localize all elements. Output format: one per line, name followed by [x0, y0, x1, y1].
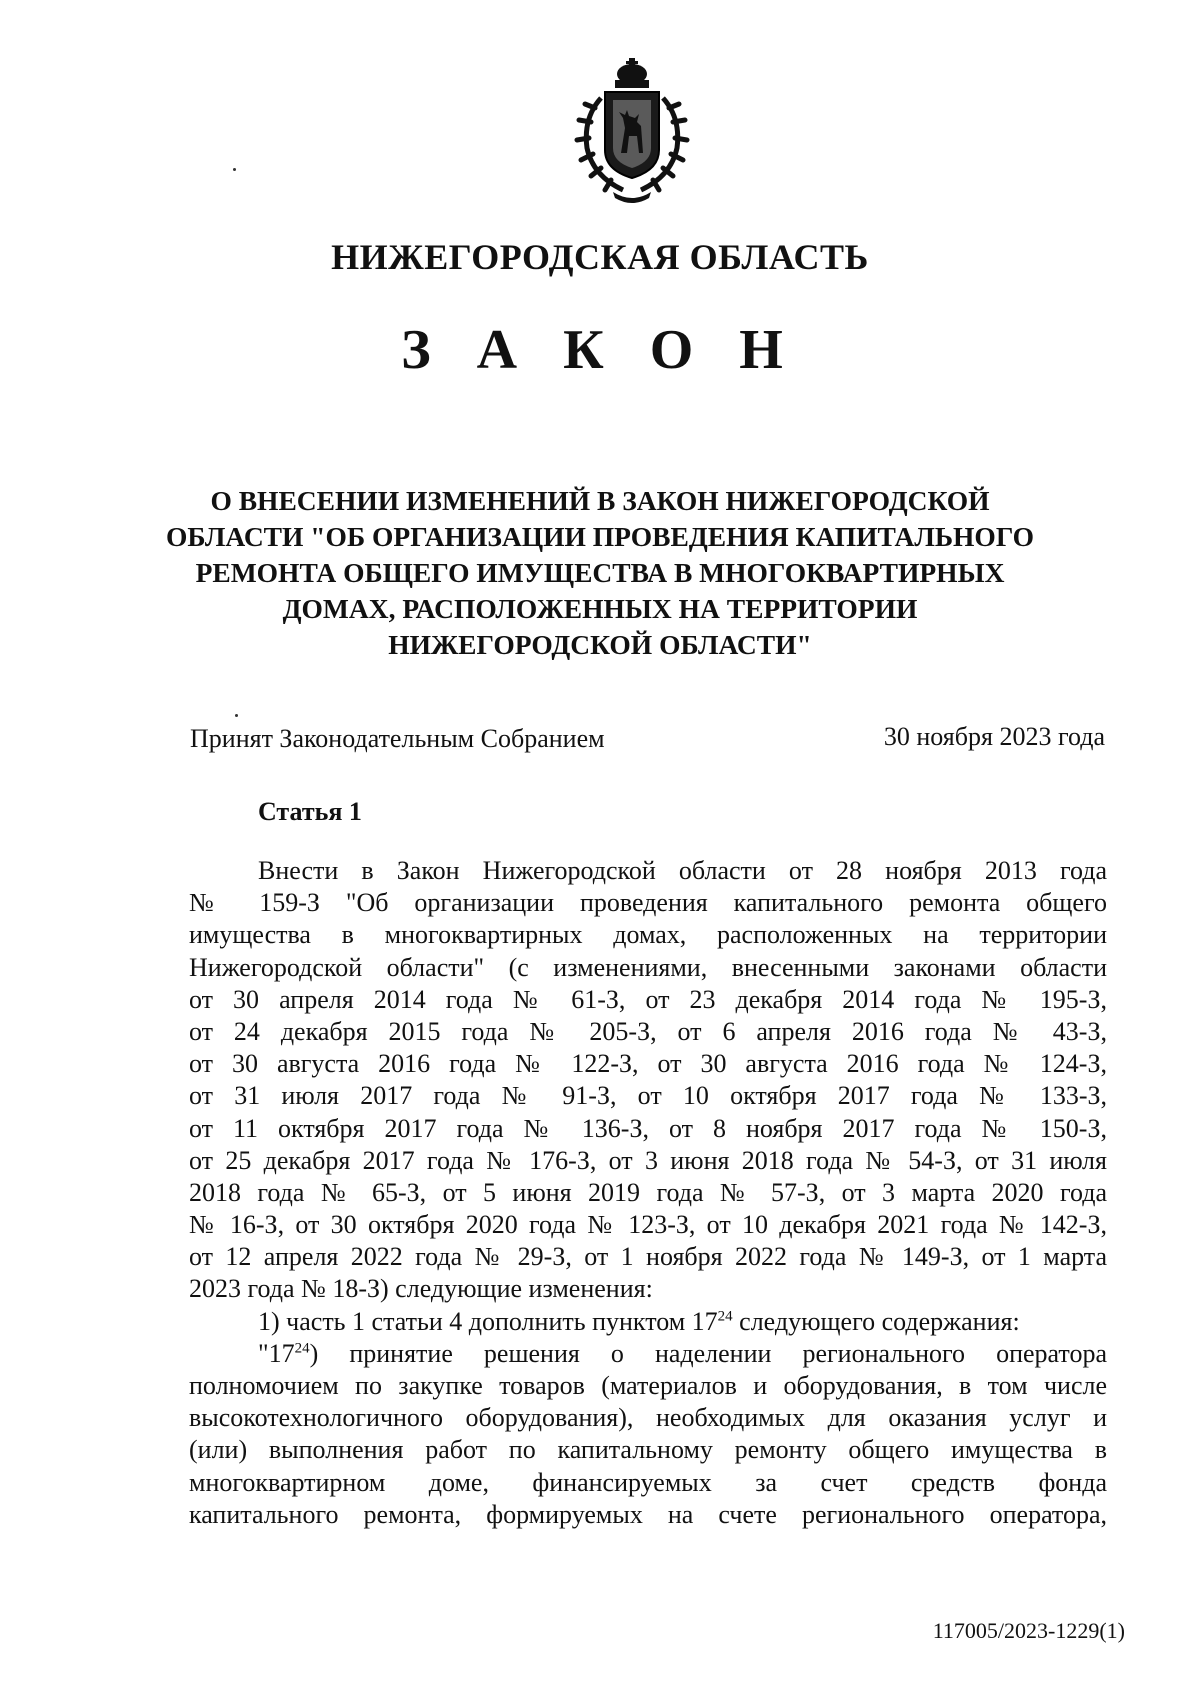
body-line: от 25 декабря 2017 года № 176-З, от 3 июня 2018 года № 54-З, от 31 июля	[189, 1145, 1107, 1175]
body-line: от 31 июля 2017 года № 91-З, от 10 октября 2017 года № 133-З,	[189, 1081, 1107, 1111]
body-line: от 30 августа 2016 года № 122-З, от 30 августа 2016 года № 124-З,	[189, 1049, 1107, 1079]
quote-line: полномочием по закупке товаров (материалов и оборудования, в том числе	[189, 1371, 1107, 1400]
body-line: от 30 апреля 2014 года № 61-З, от 23 декабря 2014 года № 195-З,	[189, 984, 1107, 1014]
adoption-label: Принят Законодательным Собранием	[190, 724, 605, 753]
scan-speck	[233, 168, 236, 171]
coat-of-arms-emblem	[565, 58, 699, 206]
superscript: 24	[717, 1307, 733, 1324]
body-line: Внести в Закон Нижегородской области от 28 ноября 2013 года	[258, 856, 1107, 885]
law-name-line: РЕМОНТА ОБЩЕГО ИМУЩЕСТВА В МНОГОКВАРТИРНЫХ	[195, 557, 1005, 588]
quote-line: (или) выполнения работ по капитальному ремонту общего имущества в	[189, 1435, 1107, 1465]
body-line: 2023 года № 18-З) следующие изменения:	[189, 1274, 653, 1304]
body-line: 2018 года № 65-З, от 5 июня 2019 года № 57-З, от 3 марта 2020 года	[189, 1177, 1107, 1207]
body-line: № 159-З "Об организации проведения капитального ремонта общего	[189, 888, 1107, 918]
amendment-item-1	[189, 1306, 1107, 1338]
law-name-line: НИЖЕГОРОДСКОЙ ОБЛАСТИ"	[388, 629, 812, 660]
quote-line: многоквартирном доме, финансируемых за счет средств фонда	[189, 1467, 1107, 1497]
scan-speck	[235, 714, 238, 717]
body-line: от 12 апреля 2022 года № 29-З, от 1 ноября 2022 года № 149-З, от 1 марта	[189, 1242, 1107, 1272]
body-line: Нижегородской области" (с изменениями, внесенными законами области	[189, 952, 1107, 982]
law-name-line: ДОМАХ, РАСПОЛОЖЕННЫХ НА ТЕРРИТОРИИ	[282, 593, 918, 624]
body-line: имущества в многоквартирных домах, расположенных на территории	[189, 920, 1107, 950]
quote-text: ) принятие решения о наделении регионального оператора	[309, 1338, 1107, 1368]
law-name-line: ОБЛАСТИ "ОБ ОРГАНИЗАЦИИ ПРОВЕДЕНИЯ КАПИТАЛЬНОГО	[165, 521, 1035, 552]
document-type-title: З А К О Н	[401, 319, 799, 381]
body-line: от 11 октября 2017 года № 136-З, от 8 ноября 2017 года № 150-З,	[189, 1113, 1107, 1143]
law-name	[150, 483, 1050, 663]
body-line: от 24 декабря 2015 года № 205-З, от 6 апреля 2016 года № 43-З,	[189, 1016, 1107, 1046]
quote-first-line	[189, 1338, 1107, 1370]
amendment-item-text: 1) часть 1 статьи 4 дополнить пунктом 17	[258, 1306, 718, 1336]
quote-line: капитального ремонта, формируемых на счете регионального оператора,	[189, 1499, 1107, 1529]
law-name-line: О ВНЕСЕНИИ ИЗМЕНЕНИЙ В ЗАКОН НИЖЕГОРОДСКОЙ	[210, 485, 990, 516]
region-title: НИЖЕГОРОДСКАЯ ОБЛАСТЬ	[331, 237, 869, 277]
amendment-item-text: следующего содержания:	[732, 1306, 1020, 1336]
adoption-date: 30 ноября 2023 года	[883, 722, 1105, 751]
document-number: 117005/2023-1229(1)	[932, 1618, 1125, 1643]
article-title: Статья 1	[258, 797, 362, 826]
quote-line: высокотехнологичного оборудования), необходимых для оказания услуг и	[189, 1403, 1107, 1433]
quote-text: "17	[258, 1338, 295, 1368]
superscript: 24	[294, 1340, 310, 1357]
body-line: № 16-З, от 30 октября 2020 года № 123-З, от 10 декабря 2021 года № 142-З,	[189, 1210, 1107, 1240]
article-body	[189, 855, 1107, 1531]
